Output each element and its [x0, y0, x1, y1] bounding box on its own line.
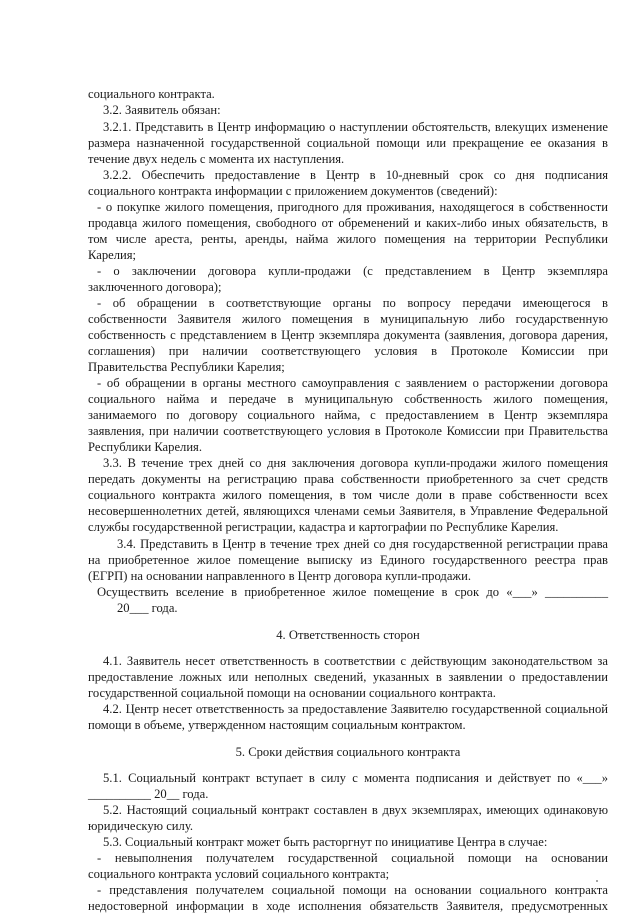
text-line: на приобретенное жилое помещение выписку из Единого государственного реестра прав [88, 553, 608, 567]
text-line: 20___ года. [117, 601, 178, 615]
text-line: - о заключении договора купли-продажи (с представлением в Центр экземпляра [97, 264, 608, 278]
text-line: Республики Карелия. [88, 440, 203, 454]
text-line: __________ 20__ года. [88, 787, 209, 801]
text-line: государственной социальной помощи на основании социального контракта. [88, 686, 496, 700]
text-line: 3.3. В течение трех дней со дня заключения договора купли-продажи жилого помещения [103, 456, 608, 470]
text-line: службы государственной регистрации, кадастра и картографии по Республике Карелия. [88, 520, 559, 534]
text-line: Карелия; [88, 248, 137, 262]
text-line: собственность с представлением в Центр экземпляра документа (заявления, договора дарения, [88, 328, 608, 342]
text-line: размера назначенной государственной социальной помощи или прекращение ее оказания в [88, 136, 608, 150]
section-heading: 4. Ответственность сторон [276, 628, 420, 642]
section-heading: 5. Сроки действия социального контракта [235, 745, 461, 759]
text-line: социального контракта жилого помещения, в том числе доли в праве собственности всех [88, 488, 608, 502]
text-line: продавца жилого помещения, свободного от обременений и каких-либо иных обязательств, в [88, 216, 608, 230]
text-line: 5.3. Социальный контракт может быть расторгнут по инициативе Центра в случае: [103, 835, 548, 849]
text-line: 3.2. Заявитель обязан: [103, 103, 221, 117]
text-line: - об обращении в органы местного самоуправления с заявлением о расторжении договора [97, 376, 608, 390]
text-line: социального контракта условий социального контракта; [88, 867, 390, 881]
text-line: недостоверной информации в ходе исполнения обязательств Заявителя, предусмотренных [88, 899, 608, 913]
text-line: (ЕГРП) на основании направленного в Центр договора купли-продажи. [88, 569, 471, 583]
text-line: занимаемого по договору социального найма, с предоставлением в Центр экземпляра [88, 408, 608, 422]
text-line: помощи в объеме, утвержденном настоящим социальным контрактом. [88, 718, 466, 732]
text-line: - представления получателем социальной помощи на основании социального контракта [97, 883, 608, 897]
text-line: социального контракта информации с приложением документов (сведений): [88, 184, 498, 198]
text-line: том числе ареста, ренты, аренды, найма жилого помещения на территории Республики [88, 232, 608, 246]
text-line: несовершеннолетних детей, являющихся членами семьи Заявителя, в Управление Федеральной [88, 504, 608, 518]
text-line: - невыполнения получателем государственной социальной помощи на основании [97, 851, 608, 865]
text-line: 4.2. Центр несет ответственность за предоставление Заявителю государственной социальной [103, 702, 608, 716]
text-line: 4.1. Заявитель несет ответственность в соответствии с действующим законодательством за [103, 654, 608, 668]
text-line: - об обращении в соответствующие органы по вопросу передачи имеющегося в [97, 296, 608, 310]
text-line: юридическую силу. [88, 819, 194, 833]
text-line: - о покупке жилого помещения, пригодного для проживания, находящегося в собственности [97, 200, 608, 214]
text-line: 3.2.1. Представить в Центр информацию о наступлении обстоятельств, влекущих изменение [103, 120, 608, 134]
text-line: течение двух недель с момента их наступления. [88, 152, 345, 166]
text-line: собственности Заявителя жилого помещения в муниципальную либо государственную [88, 312, 608, 326]
text-line: заявления, при наличии соответствующего условия в Протоколе Комиссии при Правительства [88, 424, 608, 438]
scan-speck [596, 880, 598, 882]
text-line: предоставление ложных или неполных сведений, указанных в заявлении о предоставлении [88, 670, 608, 684]
text-line: Правительства Республики Карелия; [88, 360, 285, 374]
text-line: социального найма и передаче в муниципальную собственность жилого помещения, [88, 392, 608, 406]
text-line: 3.2.2. Обеспечить предоставление в Центр в 10-дневный срок со дня подписания [103, 168, 608, 182]
text-line: 3.4. Представить в Центр в течение трех дней со дня государственной регистрации права [117, 537, 608, 551]
text-line: соглашения) при наличии соответствующего условия в Протоколе Комиссии при [88, 344, 608, 358]
text-line: Осуществить вселение в приобретенное жилое помещение в срок до «___» __________ [97, 585, 608, 599]
text-line: 5.1. Социальный контракт вступает в силу с момента подписания и действует по «___» [103, 771, 608, 785]
text-line: заключенного договора); [88, 280, 222, 294]
text-line: передать документы на регистрацию права собственности приобретенного за счет средств [88, 472, 608, 486]
text-line: социального контракта. [88, 87, 215, 101]
text-line: 5.2. Настоящий социальный контракт составлен в двух экземплярах, имеющих одинаковую [103, 803, 608, 817]
